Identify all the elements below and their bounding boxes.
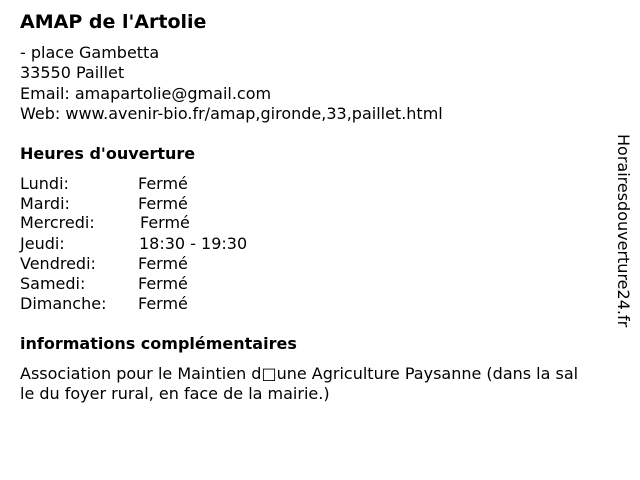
hours-value: 18:30 - 19:30 <box>139 234 248 253</box>
address-web: Web: www.avenir-bio.fr/amap,gironde,33,paillet.html <box>20 104 443 123</box>
address-street: - place Gambetta <box>20 43 160 62</box>
info-text <box>20 364 620 404</box>
hours-row-monday <box>20 174 340 194</box>
hours-day-label: Mardi: <box>20 194 70 213</box>
hours-value: Fermé <box>138 254 188 273</box>
info-heading: informations complémentaires <box>20 334 297 353</box>
hours-value: Fermé <box>140 213 190 232</box>
hours-value: Fermé <box>138 274 188 293</box>
hours-day-label: Samedi: <box>20 274 86 293</box>
hours-row-wednesday <box>20 213 340 233</box>
hours-value: Fermé <box>138 174 188 193</box>
site-watermark: Horairesdouverture24.fr <box>614 134 633 328</box>
hours-day-label: Vendredi: <box>20 254 96 273</box>
hours-day-label: Lundi: <box>20 174 69 193</box>
hours-row-thursday <box>20 234 340 254</box>
address-email: Email: amapartolie@gmail.com <box>20 84 272 103</box>
hours-row-friday <box>20 254 340 274</box>
hours-day-label: Dimanche: <box>20 294 107 313</box>
hours-day-label: Jeudi: <box>20 234 65 253</box>
info-line: Association pour le Maintien d□une Agriculture Paysanne (dans la sal <box>20 364 579 383</box>
hours-row-tuesday <box>20 194 340 214</box>
hours-day-label: Mercredi: <box>20 213 95 232</box>
hours-row-sunday <box>20 294 340 314</box>
hours-heading: Heures d'ouverture <box>20 144 196 163</box>
page-title: AMAP de l'Artolie <box>20 11 207 33</box>
hours-value: Fermé <box>138 194 188 213</box>
hours-value: Fermé <box>138 294 188 313</box>
hours-row-saturday <box>20 274 340 294</box>
address-city: 33550 Paillet <box>20 63 125 82</box>
info-line: le du foyer rural, en face de la mairie.) <box>20 384 330 403</box>
